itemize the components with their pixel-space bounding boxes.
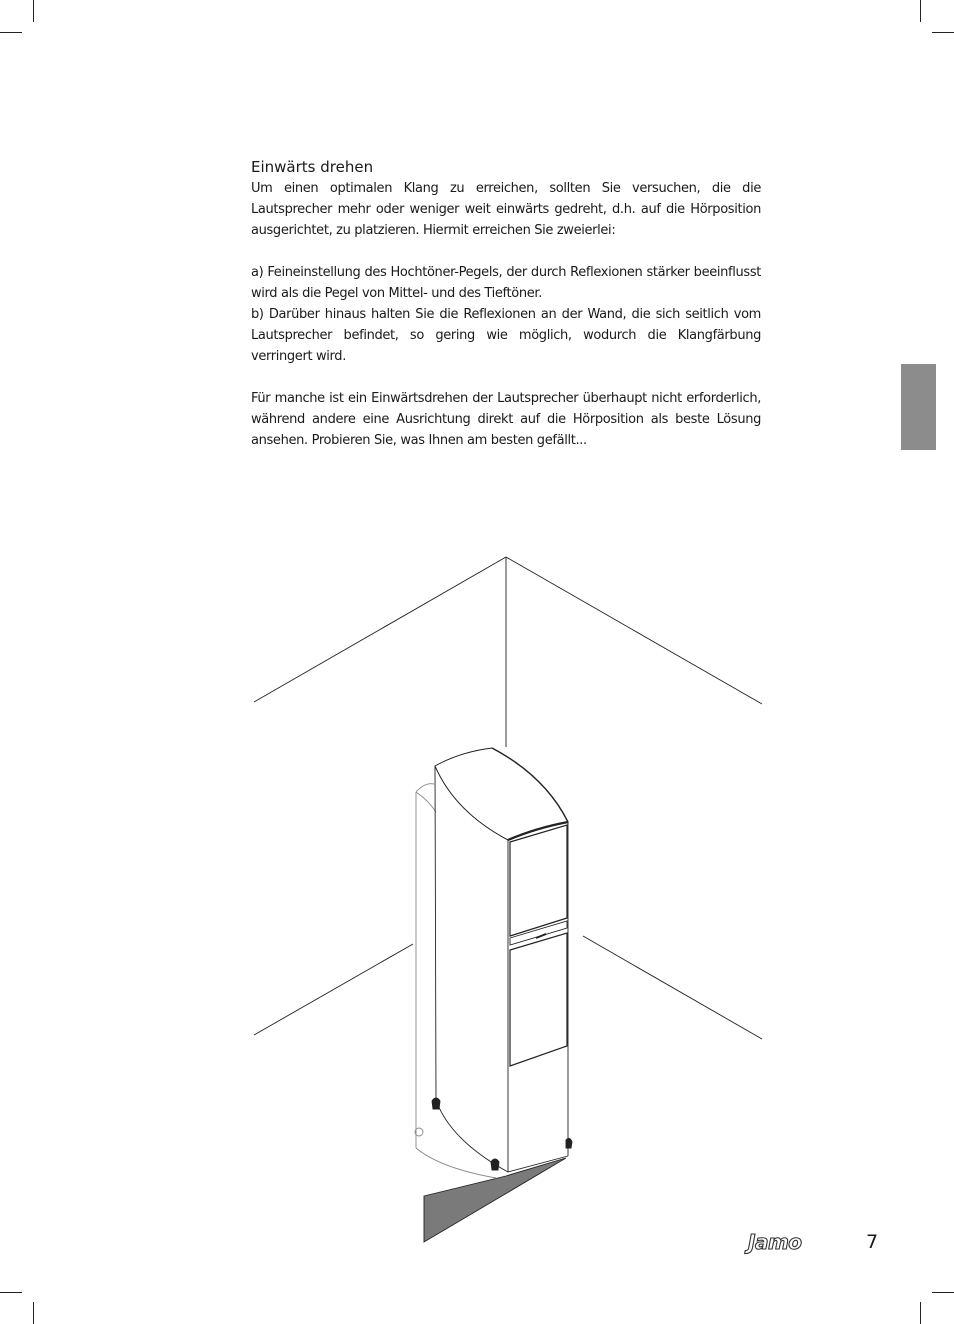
- ghost-speaker-outline: [415, 784, 496, 1178]
- page-number: 7: [866, 1231, 879, 1253]
- jamo-logo: [748, 1231, 830, 1253]
- closing-paragraph: Für manche ist ein Einwärtsdrehen der Lautsprecher überhaupt nicht erforderlich, während andere eine Ausrichtung direkt auf die Hörposition als beste Lösung ansehen. Probieren Sie, was Ihnen am besten gefällt...: [251, 391, 761, 448]
- section-heading: Einwärts drehen: [251, 158, 374, 176]
- speaker-cabinet: [432, 748, 572, 1172]
- point-b-paragraph: b) Darüber hinaus halten Sie die Reflexionen an der Wand, die sich seitlich vom Lautsprecher befindet, so gering wie möglich, wodurch die Klangfärbung verringert wird.: [251, 307, 761, 364]
- point-a-paragraph: a) Feineinstellung des Hochtöner-Pegels, der durch Reflexionen stärker beeinflusst wird als die Pegel von Mittel- und des Tieftöner.: [251, 265, 761, 301]
- intro-paragraph: Um einen optimalen Klang zu erreichen, sollten Sie versuchen, die die Lautsprecher mehr oder weniger weit einwärts gedreht, d.h. auf die Hörposition ausgerichtet, zu platzieren. Hiermit erreichen Sie zweierlei:: [251, 181, 761, 238]
- floor-shadow: [424, 1158, 566, 1242]
- jamo-logo-wordmark: Jamo: [748, 1230, 802, 1254]
